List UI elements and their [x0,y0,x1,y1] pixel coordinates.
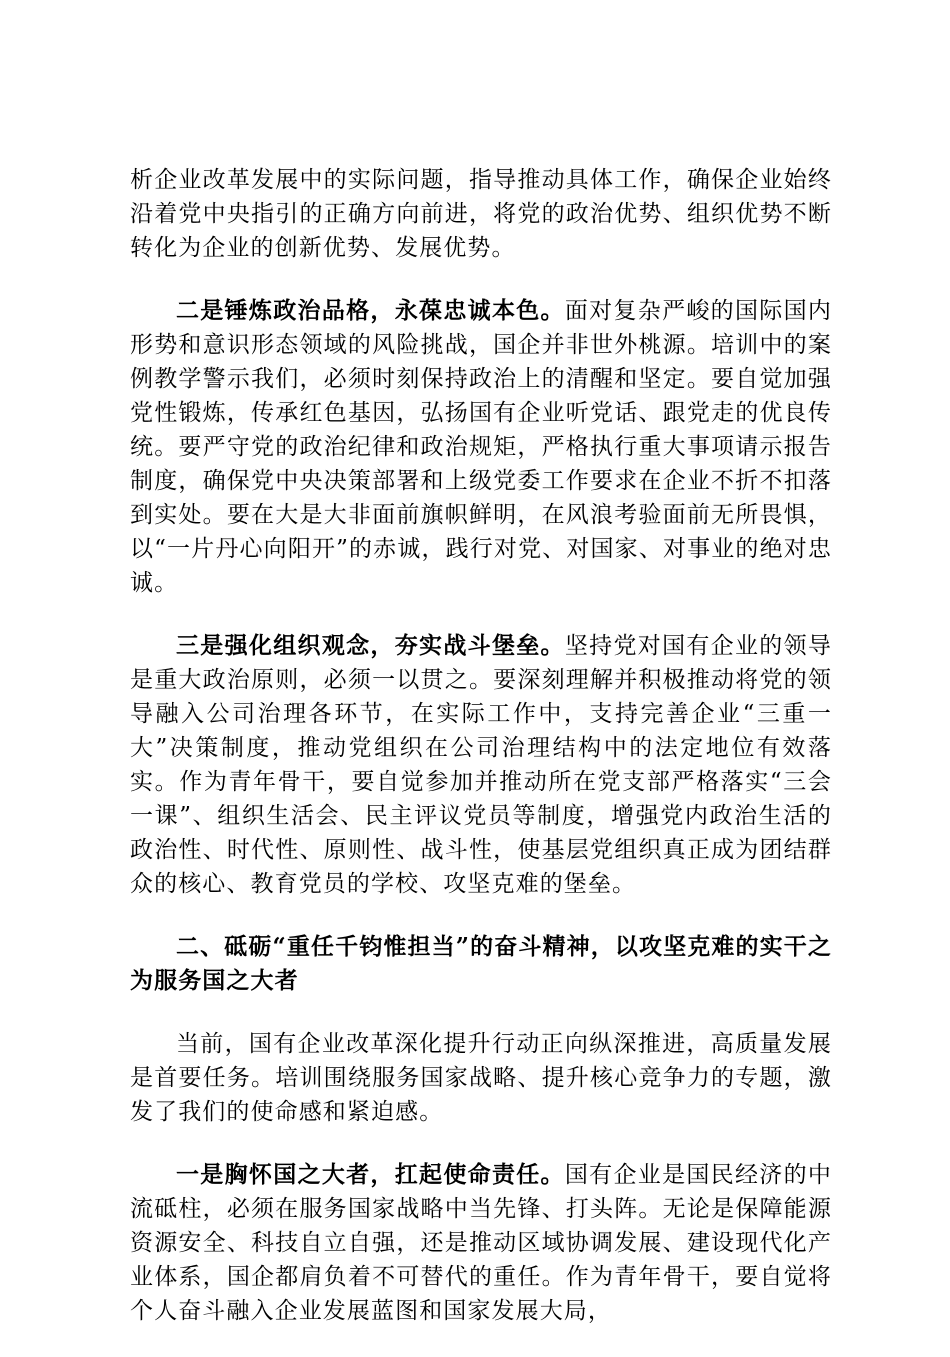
paragraph-political-character [130,294,832,600]
paragraph-text: 坚持党对国有企业的领导是重大政治原则，必须一以贯之。要深刻理解并积极推动将党的领导融入公司治理各环节，在实际工作中，支持完善企业“三重一大”决策制度，推动党组织在公司治理结构中的法定地位有效落实。作为青年骨干，要自觉参加并推动所在党支部严格落实“三会一课”、组织生活会、民主评议党员等制度，增强党内政治生活的政治性、时代性、原则性、战斗性，使基层党组织真正成为团结群众的核心、教育党员的学校、攻坚克难的堡垒。 [130,633,832,897]
paragraph-lead: 二是锤炼政治品格，永葆忠诚本色。 [176,297,565,324]
paragraph-text: 面对复杂严峻的国际国内形势和意识形态领域的风险挑战，国企并非世外桃源。培训中的案例教学警示我们，必须时刻保持政治上的清醒和坚定。要自觉加强党性锻炼，传承红色基因，弘扬国有企业听党话、跟党走的优良传统。要严守党的政治纪律和政治规矩，严格执行重大事项请示报告制度，确保党中央决策部署和上级党委工作要求在企业不折不扣落到实处。要在大是大非面前旗帜鲜明，在风浪考验面前无所畏惧，以“一片丹心向阳开”的赤诚，践行对党、对国家、对事业的绝对忠诚。 [130,298,832,596]
paragraph-text: 当前，国有企业改革深化提升行动正向纵深推进，高质量发展是首要任务。培训围绕服务国家战略、提升核心竞争力的专题，激发了我们的使命感和紧迫感。 [130,1031,832,1125]
document-page [130,163,832,1357]
paragraph-organization [130,629,832,901]
paragraph-lead: 三是强化组织观念，夯实战斗堡垒。 [176,632,565,659]
paragraph-mission [130,1158,832,1328]
paragraph-text: 国有企业是国民经济的中流砥柱，必须在服务国家战略中当先锋、打头阵。无论是保障能源资源安全、科技自立自强，还是推动区域协调发展、建设现代化产业体系，国企都肩负着不可替代的重任。作为青年骨干，要自觉将个人奋斗融入企业发展蓝图和国家发展大局， [130,1162,832,1324]
paragraph-continuation [130,163,832,265]
paragraph-lead: 一是胸怀国之大者，扛起使命责任。 [176,1161,565,1188]
paragraph-text: 析企业改革发展中的实际问题，指导推动具体工作，确保企业始终沿着党中央指引的正确方向前进，将党的政治优势、组织优势不断转化为企业的创新优势、发展优势。 [130,167,832,261]
paragraph-intro [130,1027,832,1129]
section-heading: 二、砥砺“重任千钧惟担当”的奋斗精神，以攻坚克难的实干之为服务国之大者 [130,933,832,994]
